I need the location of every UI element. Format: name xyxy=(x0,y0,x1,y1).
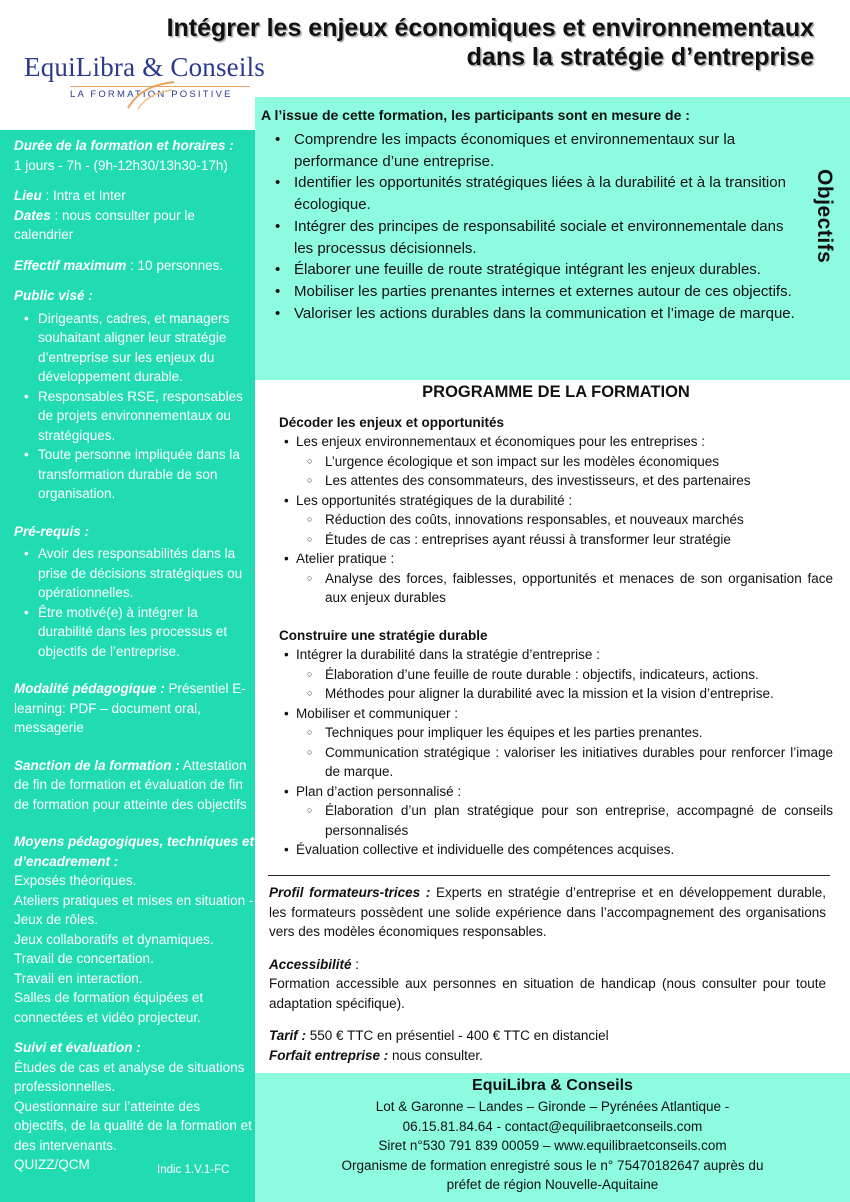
section-title: Décoder les enjeux et opportunités xyxy=(279,414,505,430)
moyens-line: Salles de formation équipées et connectées et vidéo projecteur. xyxy=(14,990,204,1025)
list-item xyxy=(284,645,833,704)
footer-contact: 06.15.81.84.64 - contact@equilibraetconseils.com xyxy=(402,1118,703,1134)
accessibilite-heading xyxy=(269,955,826,975)
list-item: • Identifier les opportunités stratégiques liées à la durabilité et à la transition écologique. xyxy=(275,172,805,215)
item-label: Les enjeux environnementaux et économiques pour les entreprises : xyxy=(296,434,705,449)
modalite-value: Présentiel E-learning: PDF – document oral, messagerie xyxy=(14,681,246,735)
moyens-line: Exposés théoriques. xyxy=(14,873,137,888)
profil-paragraph xyxy=(269,883,826,942)
duree-block xyxy=(14,136,255,175)
sub-item: ○ Techniques pour impliquer les équipes et les parties prenantes. xyxy=(307,723,833,743)
dates-label: Dates xyxy=(14,207,51,223)
accessibilite-text: Formation accessible aux personnes en situation de handicap (nous consulter pour toute adaptation spécifique). xyxy=(269,976,826,1011)
list-item xyxy=(284,549,833,608)
dates-line xyxy=(14,206,255,245)
sanction-block xyxy=(14,756,255,815)
sub-item: ○ Méthodes pour aligner la durabilité avec la mission et la vision d’entreprise. xyxy=(307,684,833,704)
list-item: • Mobiliser les parties prenantes internes et externes autour de ces objectifs. xyxy=(275,281,805,303)
title-line-2: dans la stratégie d’entreprise xyxy=(466,43,814,71)
sub-list xyxy=(307,510,833,549)
item-label: Évaluation collective et individuelle des compétences acquises. xyxy=(296,842,675,857)
public-list xyxy=(24,309,255,504)
footer-siret: Siret n°530 791 839 00059 – www.equilibraetconseils.com xyxy=(378,1138,727,1154)
suivi-label: Suivi et évaluation : xyxy=(14,1040,141,1055)
suivi-block xyxy=(14,1038,255,1175)
forfait-line xyxy=(269,1046,826,1066)
footer-line: Lot & Garonne – Landes – Gironde – Pyrénées Atlantique - xyxy=(375,1099,730,1115)
profil-label: Profil formateurs-trices : xyxy=(269,885,431,900)
moyens-lines xyxy=(14,871,255,1027)
logo-tagline: LA FORMATION POSITIVE xyxy=(70,86,250,100)
list-item: • Être motivé(e) à intégrer la durabilité dans les processus et objectifs de l’entreprise. xyxy=(24,603,255,662)
lieu-line xyxy=(14,186,255,206)
sub-list xyxy=(307,452,833,491)
sub-item: ○ Élaboration d’une feuille de route durable : objectifs, indicateurs, actions. xyxy=(307,665,833,685)
accessibilite-colon: : xyxy=(351,956,360,972)
public-block xyxy=(14,286,255,504)
item-label: Mobiliser et communiquer : xyxy=(296,705,459,721)
moyens-block xyxy=(14,832,255,1027)
lieu-label: Lieu xyxy=(14,188,42,203)
sub-item: ○ Élaboration d’un plan stratégique pour son entreprise, accompagné de conseils personnalisés xyxy=(307,801,833,840)
list-item: • Intégrer des principes de responsabilité sociale et environnementale dans les processus décisionnels. xyxy=(275,216,805,259)
list-item xyxy=(284,782,833,841)
info-section xyxy=(269,883,826,1065)
objectives-list xyxy=(261,129,805,324)
suivi-line: Questionnaire sur l’atteinte des objectifs, de la qualité de la formation et des intervenants. xyxy=(14,1098,252,1153)
moyens-line: Travail de concertation. xyxy=(14,951,154,966)
effectif-value: : 10 personnes. xyxy=(126,257,224,273)
sub-list xyxy=(307,569,833,608)
objectives-heading: A l’issue de cette formation, les participants sont en mesure de : xyxy=(261,107,690,123)
accessibilite-label: Accessibilité xyxy=(269,956,352,972)
sub-item: ○ Communication stratégique : valoriser les initiatives durables pour renforcer l’image de marque. xyxy=(307,743,833,782)
item-label: Les opportunités stratégiques de la durabilité : xyxy=(296,492,573,508)
footer xyxy=(255,1073,850,1202)
lieu-value: : Intra et Inter xyxy=(41,188,126,203)
list-item: • Valoriser les actions durables dans la communication et l’image de marque. xyxy=(275,303,805,325)
title-line-1: Intégrer les enjeux économiques et environnementaux xyxy=(166,14,814,42)
tarif-line xyxy=(269,1026,826,1046)
logo-swoosh-icon xyxy=(120,78,180,112)
list-item xyxy=(284,491,833,550)
programme-section xyxy=(279,383,833,860)
effectif-block xyxy=(14,256,255,276)
prerequis-label: Pré-requis : xyxy=(14,523,90,539)
logo-name: EquiLibra & Conseils xyxy=(24,52,265,82)
dates-value: : nous consulter pour le calendrier xyxy=(14,207,195,242)
section2-list xyxy=(284,645,833,860)
programme-title: PROGRAMME DE LA FORMATION xyxy=(422,383,690,401)
footer-line: Organisme de formation enregistré sous le n° 75470182647 auprès du xyxy=(341,1157,764,1173)
divider xyxy=(268,875,830,876)
sanction-label: Sanction de la formation : xyxy=(14,757,180,773)
list-item: • Dirigeants, cadres, et managers souhaitant aligner leur stratégie d’entreprise sur les enjeux du développement durable. xyxy=(24,309,255,387)
sub-item: ○ Réduction des coûts, innovations responsables, et nouveaux marchés xyxy=(307,510,833,530)
item-label: Intégrer la durabilité dans la stratégie d’entreprise : xyxy=(296,647,600,662)
sub-list xyxy=(307,801,833,840)
effectif-label: Effectif maximum xyxy=(14,257,127,273)
forfait-text: nous consulter. xyxy=(388,1047,483,1063)
list-item: • Comprendre les impacts économiques et environnementaux sur la performance d’une entreprise. xyxy=(275,129,805,172)
suivi-line: Études de cas et analyse de situations professionnelles. xyxy=(14,1059,245,1094)
section-title: Construire une stratégie durable xyxy=(279,627,488,643)
modalite-label: Modalité pédagogique : xyxy=(14,681,165,696)
moyens-line: Jeux collaboratifs et dynamiques. xyxy=(14,931,214,947)
suivi-line: QUIZZ/QCM xyxy=(14,1157,90,1172)
sub-item: ○ Études de cas : entreprises ayant réussi à transformer leur stratégie xyxy=(307,530,833,550)
tarif-label: Tarif : xyxy=(269,1028,306,1043)
list-item: • Élaborer une feuille de route stratégique intégrant les enjeux durables. xyxy=(275,259,805,281)
forfait-label: Forfait entreprise : xyxy=(269,1047,389,1063)
suivi-lines xyxy=(14,1058,255,1175)
list-item: • Avoir des responsabilités dans la prise de décisions stratégiques ou opérationnelles. xyxy=(24,544,255,603)
objectives-panel xyxy=(255,97,850,380)
sub-item: ○ L’urgence écologique et son impact sur les modèles économiques xyxy=(307,452,833,472)
sub-list xyxy=(307,723,833,782)
prerequis-block xyxy=(14,522,255,662)
sub-item: ○ Analyse des forces, faiblesses, opportunités et menaces de son organisation face aux enjeux durables xyxy=(307,569,833,608)
duree-value: 1 jours - 7h - (9h-12h30/13h30-17h) xyxy=(14,157,228,173)
modalite-block xyxy=(14,679,255,738)
sub-list xyxy=(307,665,833,704)
moyens-line: Ateliers pratiques et mises en situation - Jeux de rôles. xyxy=(14,892,254,927)
item-label: Plan d’action personnalisé : xyxy=(296,783,462,799)
duree-label: Durée de la formation et horaires : xyxy=(14,138,234,153)
list-item xyxy=(284,704,833,782)
objectives-side-label: Objectifs xyxy=(813,169,836,264)
lieu-dates-block xyxy=(14,186,255,245)
sub-item: ○ Les attentes des consommateurs, des investisseurs, et des partenaires xyxy=(307,471,833,491)
sidebar xyxy=(0,130,255,1202)
section1-list xyxy=(284,432,833,608)
page-title xyxy=(167,14,814,72)
footer-title: EquiLibra & Conseils xyxy=(472,1077,633,1094)
tarif-text: 550 € TTC en présentiel - 400 € TTC en distanciel xyxy=(306,1028,609,1043)
list-item: • Toute personne impliquée dans la transformation durable de son organisation. xyxy=(24,445,255,504)
footer-line: préfet de région Nouvelle-Aquitaine xyxy=(446,1177,659,1193)
sanction-value: Attestation de fin de formation et évaluation de fin de formation pour atteinte des objectifs xyxy=(14,757,247,812)
public-label: Public visé : xyxy=(14,288,93,303)
profil-text: Experts en stratégie d’entreprise et en développement durable, les formateurs possèdent une solide expérience dans l’accompagnement des organisations vers des modèles économiques responsables. xyxy=(269,885,826,939)
list-item xyxy=(284,432,833,491)
prerequis-list xyxy=(24,544,255,661)
list-item: • Responsables RSE, responsables de projets environnementaux ou stratégiques. xyxy=(24,387,255,446)
moyens-label: Moyens pédagogiques, techniques et d’encadrement : xyxy=(14,834,255,869)
list-item xyxy=(284,840,833,860)
moyens-line: Travail en interaction. xyxy=(14,970,143,986)
indic-code: Indic 1.V.1-FC xyxy=(157,1164,230,1176)
item-label: Atelier pratique : xyxy=(296,551,395,566)
